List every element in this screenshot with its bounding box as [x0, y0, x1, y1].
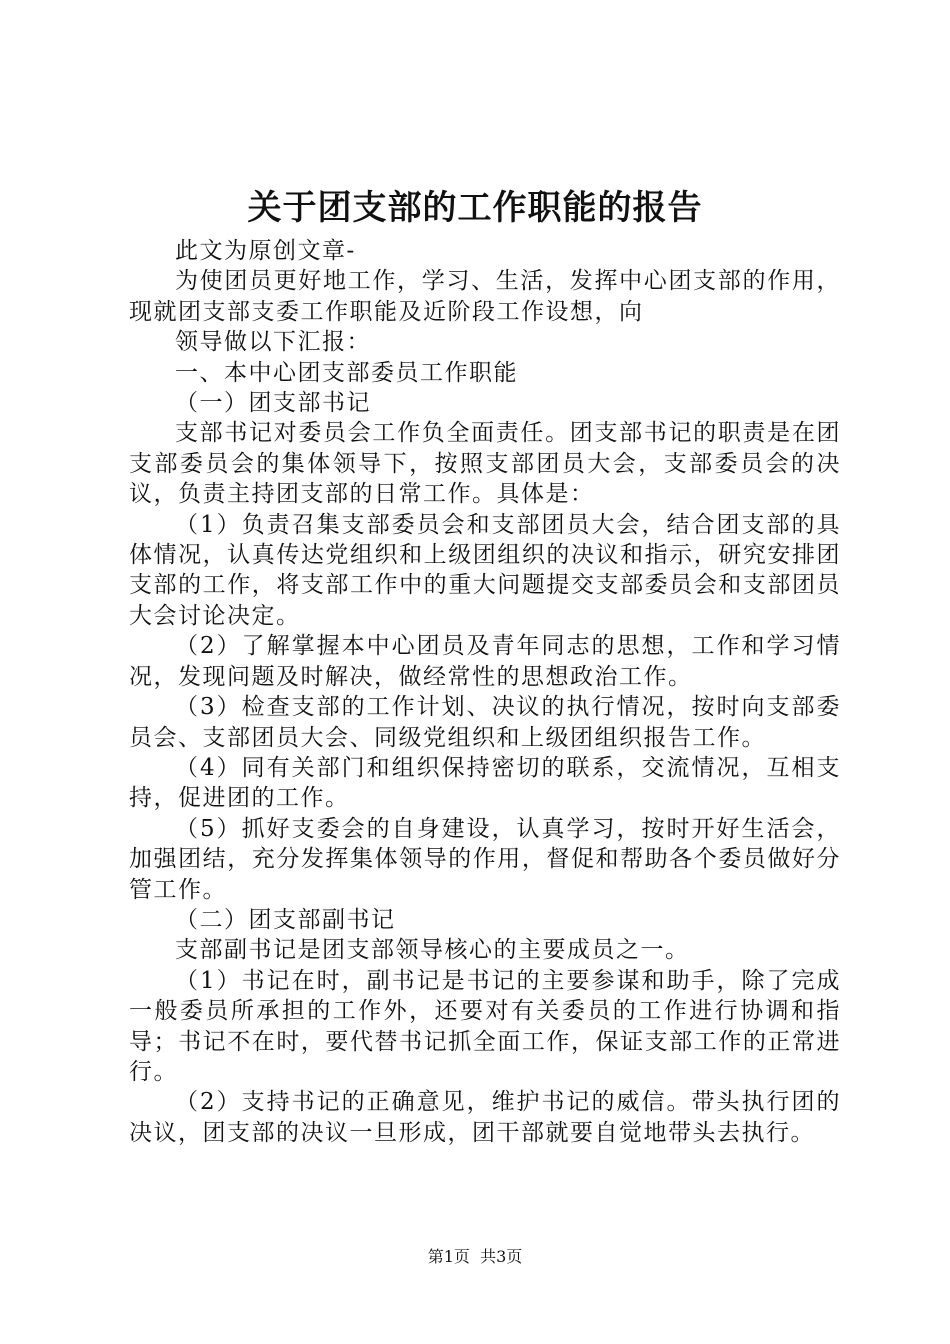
paragraph: 支部书记对委员会工作负全面责任。团支部书记的职责是在团支部委员会的集体领导下，按照支部团员大会，支部委员会的决议，负责主持团支部的日常工作。具体是： — [129, 420, 841, 508]
document-title: 关于团支部的工作职能的报告 — [247, 188, 703, 228]
list-item: （1）负责召集支部委员会和支部团员大会，结合团支部的具体情况，认真传达党组织和上级团组织的决议和指示，研究安排团支部的工作，将支部工作中的重大问题提交支部委员会和支部团员大会讨论决定。 — [129, 511, 841, 629]
paragraph: 支部副书记是团支部领导核心的主要成员之一。 — [175, 937, 690, 964]
list-item: （4）同有关部门和组织保持密切的联系，交流情况，互相支持，促进团的工作。 — [129, 754, 841, 812]
page-footer — [0, 1246, 950, 1268]
paragraph: 此文为原创文章- — [175, 238, 356, 264]
list-item: （5）抓好支委会的自身建设，认真学习，按时开好生活会，加强团结，充分发挥集体领导的作用，督促和帮助各个委员做好分管工作。 — [129, 815, 841, 903]
list-item: （2）支持书记的正确意见，维护书记的威信。带头执行团的决议，团支部的决议一旦形成，团干部就要自觉地带头去执行。 — [129, 1089, 841, 1146]
document-body — [129, 236, 841, 1148]
subsection-heading: （二）团支部副书记 — [175, 906, 396, 933]
list-item: （1）书记在时，副书记是书记的主要参谋和助手，除了完成一般委员所承担的工作外，还要对有关委员的工作进行协调和指导；书记不在时，要代替书记抓全面工作，保证支部工作的正常进行。 — [129, 967, 841, 1085]
subsection-heading: （一）团支部书记 — [175, 390, 371, 417]
paragraph: 领导做以下汇报： — [175, 329, 371, 356]
page-number: 第1页 共3页 — [427, 1247, 523, 1266]
list-item: （2）了解掌握本中心团员及青年同志的思想，工作和学习情况，发现问题及时解决，做经常性的思想政治工作。 — [129, 633, 841, 690]
list-item: （3）检查支部的工作计划、决议的执行情况，按时向支部委员会、支部团员大会、同级党组织和上级团组织报告工作。 — [129, 694, 841, 751]
paragraph: 为使团员更好地工作，学习、生活，发挥中心团支部的作用，现就团支部支委工作职能及近阶段工作设想，向 — [129, 268, 841, 325]
section-heading: 一、本中心团支部委员工作职能 — [175, 359, 518, 386]
